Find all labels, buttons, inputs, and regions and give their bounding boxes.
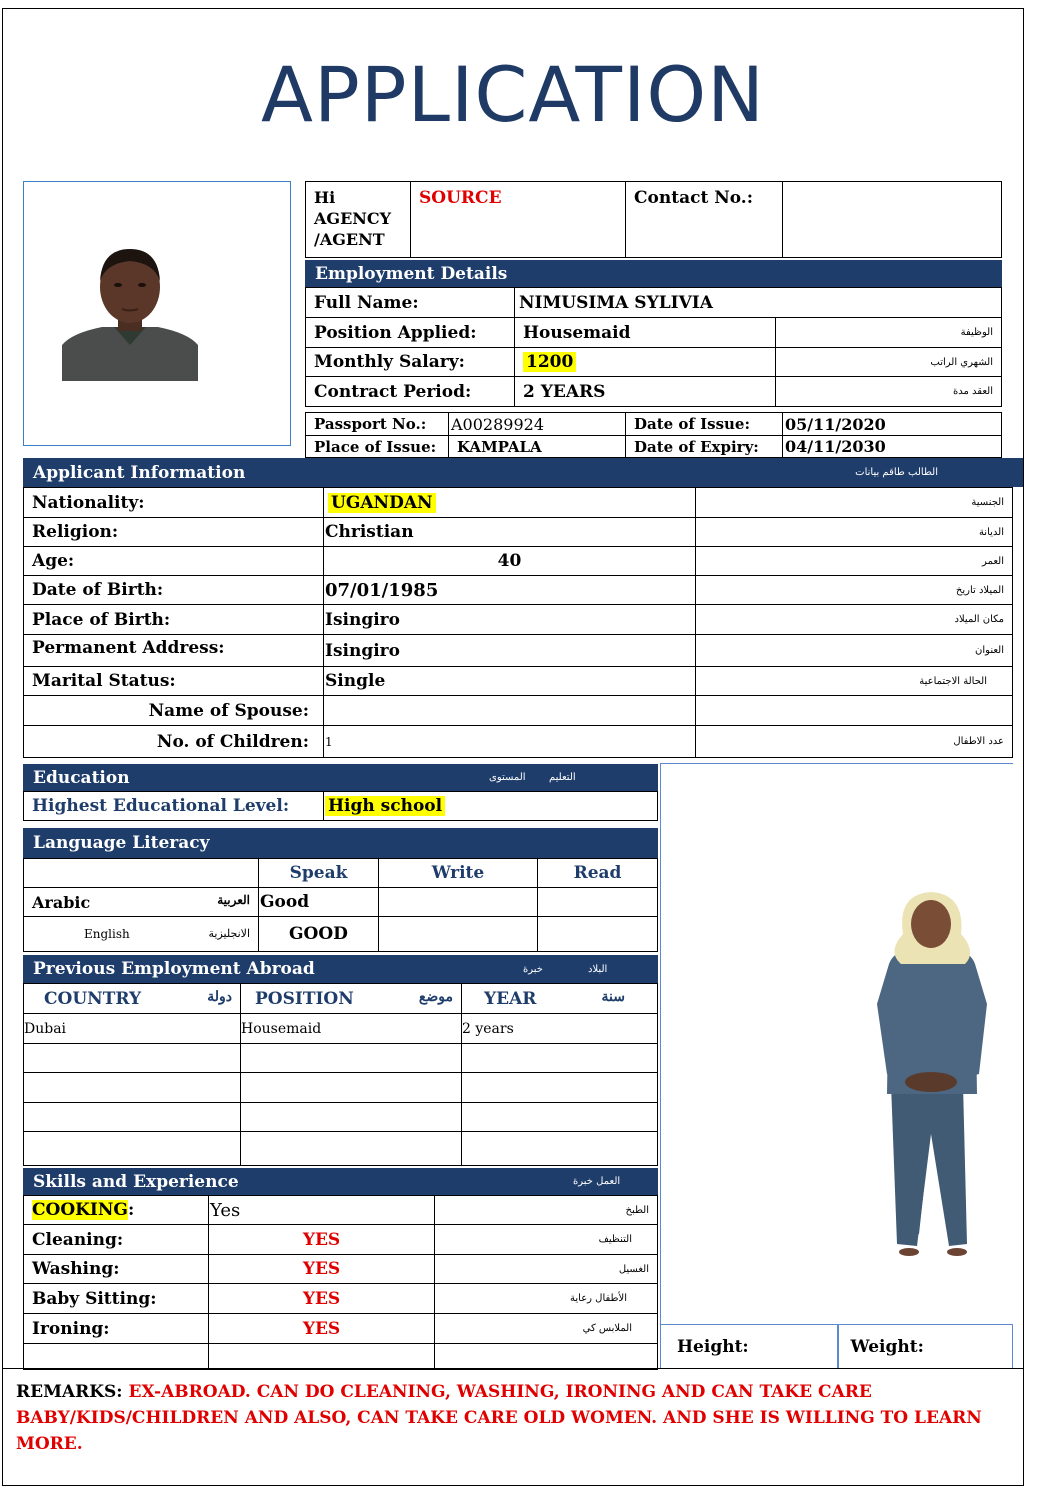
arabic-speak: Good [259, 888, 379, 917]
employment-table [305, 287, 1002, 407]
education-level-label: Highest Educational Level: [24, 792, 324, 821]
passport-no-label: Passport No.: [306, 413, 449, 436]
education-header-arabic-1: المستوى [489, 772, 526, 783]
arabic-read [538, 888, 658, 917]
skill-row-cooking: COOKING: Yes الطبخ [24, 1196, 658, 1225]
language-header: Language Literacy [23, 828, 658, 858]
remarks-section [2, 1368, 1024, 1457]
marital-row [24, 667, 1013, 696]
arabic-write [379, 888, 538, 917]
contract-label: Contract Period: [306, 377, 515, 407]
marital-arabic: الحالة الاجتماعية [696, 667, 1013, 696]
address-label: Permanent Address: [24, 635, 324, 667]
page-title: APPLICATION [260, 50, 766, 139]
country-header-arabic: دولة [207, 988, 232, 1005]
education-level-value: High school [325, 796, 445, 816]
year-header-arabic: سنة [601, 988, 625, 1005]
dob-arabic: الميلاد تاريخ [696, 576, 1013, 605]
address-arabic: العنوان [696, 635, 1013, 667]
speak-header: Speak [259, 859, 379, 888]
skill-row-ironing [24, 1314, 658, 1344]
marital-value: Single [324, 667, 696, 696]
issue-date-label: Date of Issue: [626, 413, 783, 436]
religion-arabic: الديانة [696, 518, 1013, 547]
position-arabic: الوظيفة [776, 318, 1002, 348]
previous-header-arabic-1: خبرة [523, 963, 543, 975]
washing-label: Washing: [24, 1255, 209, 1284]
previous-header-arabic-2: البلاد [588, 963, 608, 975]
applicant-table [23, 487, 1013, 758]
english-speak: GOOD [259, 917, 379, 952]
ironing-value: YES [209, 1314, 435, 1344]
year-header: YEAR [484, 988, 537, 1009]
nationality-value: UGANDAN [328, 493, 436, 513]
babysitting-label: Baby Sitting: [24, 1284, 209, 1314]
arabic-language-name: Arabic [32, 892, 91, 912]
dob-row [24, 576, 1013, 605]
skill-row-babysitting [24, 1284, 658, 1314]
issue-place-label: Place of Issue: [306, 436, 449, 458]
skills-header [23, 1168, 658, 1195]
cooking-arabic: الطبخ [435, 1196, 658, 1225]
salary-value: 1200 [523, 352, 576, 372]
address-value: Isingiro [324, 635, 696, 667]
birthplace-value: Isingiro [324, 605, 696, 635]
passport-no-value: A00289924 [449, 413, 626, 436]
education-header-title: Education [33, 767, 130, 788]
spouse-label: Name of Spouse: [24, 696, 324, 726]
previous-country-value: Dubai [24, 1014, 241, 1044]
english-language-arabic: الانجليزية [208, 927, 250, 940]
previous-row [24, 1132, 658, 1166]
previous-position-value: Housemaid [241, 1014, 462, 1044]
contract-arabic: العقد مدة [776, 377, 1002, 407]
contact-label: Contact No.: [626, 182, 783, 258]
dob-label: Date of Birth: [24, 576, 324, 605]
salary-label: Monthly Salary: [306, 348, 515, 377]
read-header: Read [538, 859, 658, 888]
previous-row [24, 1073, 658, 1103]
position-header: POSITION [255, 988, 354, 1009]
language-row-english [24, 917, 658, 952]
skill-row-cleaning [24, 1225, 658, 1255]
cleaning-label: Cleaning: [24, 1225, 209, 1255]
religion-label: Religion: [24, 518, 324, 547]
issue-date-value: 05/11/2020 [783, 413, 1002, 436]
children-row [24, 726, 1013, 758]
spouse-value [324, 696, 696, 726]
children-value: 1 [324, 726, 696, 758]
age-arabic: العمر [696, 547, 1013, 576]
source-label: SOURCE [411, 182, 626, 258]
previous-row [24, 1103, 658, 1132]
previous-header-title: Previous Employment Abroad [33, 959, 315, 979]
address-row [24, 635, 1013, 667]
issue-place-value: KAMPALA [449, 436, 626, 458]
children-arabic: عدد الاطفال [696, 726, 1013, 758]
applicant-header [23, 458, 1023, 487]
education-header [23, 764, 658, 791]
education-table [23, 791, 658, 821]
full-name-label: Full Name: [306, 288, 515, 318]
contract-value: 2 YEARS [515, 377, 776, 407]
remarks-label: REMARKS: [16, 1382, 123, 1402]
children-label: No. of Children: [24, 726, 324, 758]
language-table [23, 858, 658, 952]
fullbody-photo [660, 763, 1013, 1325]
age-row [24, 547, 1013, 576]
skills-header-title: Skills and Experience [33, 1171, 239, 1192]
birthplace-label: Place of Birth: [24, 605, 324, 635]
ironing-label: Ironing: [24, 1314, 209, 1344]
nationality-row [24, 488, 1013, 518]
cleaning-value: YES [209, 1225, 435, 1255]
marital-label: Marital Status: [24, 667, 324, 696]
spouse-arabic [696, 696, 1013, 726]
previous-table [23, 983, 658, 1166]
previous-row [24, 1014, 658, 1044]
education-header-arabic-2: التعليم [549, 772, 576, 783]
skills-table [23, 1195, 658, 1370]
nationality-arabic: الجنسية [696, 488, 1013, 518]
nationality-label: Nationality: [24, 488, 324, 518]
babysitting-arabic: الأطفال رعاية [435, 1284, 658, 1314]
washing-value: YES [209, 1255, 435, 1284]
religion-row [24, 518, 1013, 547]
weight-label: Weight: [838, 1325, 1013, 1369]
expiry-date-value: 04/11/2030 [783, 436, 1002, 458]
dob-value: 07/01/1985 [324, 576, 696, 605]
position-label: Position Applied: [306, 318, 515, 348]
age-label: Age: [24, 547, 324, 576]
height-weight-table [660, 1324, 1013, 1369]
position-header-arabic: موضع [418, 988, 453, 1005]
skill-row-washing [24, 1255, 658, 1284]
ironing-arabic: الملابس كي [435, 1314, 658, 1344]
washing-arabic: الغسيل [435, 1255, 658, 1284]
agency-label: Hi AGENCY /AGENT [306, 182, 411, 258]
agency-table [305, 181, 1002, 258]
position-value: Housemaid [515, 318, 776, 348]
country-header: COUNTRY [44, 988, 142, 1009]
religion-value: Christian [324, 518, 696, 547]
birthplace-row [24, 605, 1013, 635]
cooking-value: Yes [209, 1196, 435, 1225]
employment-header: Employment Details [305, 260, 1002, 287]
skills-header-arabic: العمل خبرة [573, 1176, 621, 1187]
english-read [538, 917, 658, 952]
language-row-arabic [24, 888, 658, 917]
english-write [379, 917, 538, 952]
height-label: Height: [661, 1325, 838, 1369]
cooking-label: COOKING [32, 1200, 128, 1220]
cleaning-arabic: التنظيف [435, 1225, 658, 1255]
contact-value [783, 182, 1002, 258]
remarks-line-1: EX-ABROAD. CAN DO CLEANING, WASHING, IRONING AND CAN TAKE CARE [128, 1382, 872, 1402]
english-language-name: English [84, 927, 130, 941]
remarks-line-2: BABY/KIDS/CHILDREN AND ALSO, CAN TAKE CARE OLD WOMEN. AND SHE IS WILLING TO LEARN MORE. [16, 1408, 982, 1454]
babysitting-value: YES [209, 1284, 435, 1314]
arabic-language-arabic: العربية [217, 892, 250, 907]
age-value: 40 [324, 547, 696, 576]
previous-header [23, 955, 658, 983]
applicant-header-title: Applicant Information [33, 462, 246, 483]
full-name-value: NIMUSIMA SYLIVIA [515, 288, 1002, 318]
previous-row [24, 1044, 658, 1073]
write-header: Write [379, 859, 538, 888]
previous-year-value: 2 years [462, 1014, 658, 1044]
salary-arabic: الشهري الراتب [776, 348, 1002, 377]
headshot-photo [62, 245, 198, 381]
passport-table [305, 412, 1002, 458]
expiry-date-label: Date of Expiry: [626, 436, 783, 458]
birthplace-arabic: مكان الميلاد [696, 605, 1013, 635]
spouse-row [24, 696, 1013, 726]
applicant-header-arabic: الطالب طاقم بيانات [855, 467, 938, 478]
